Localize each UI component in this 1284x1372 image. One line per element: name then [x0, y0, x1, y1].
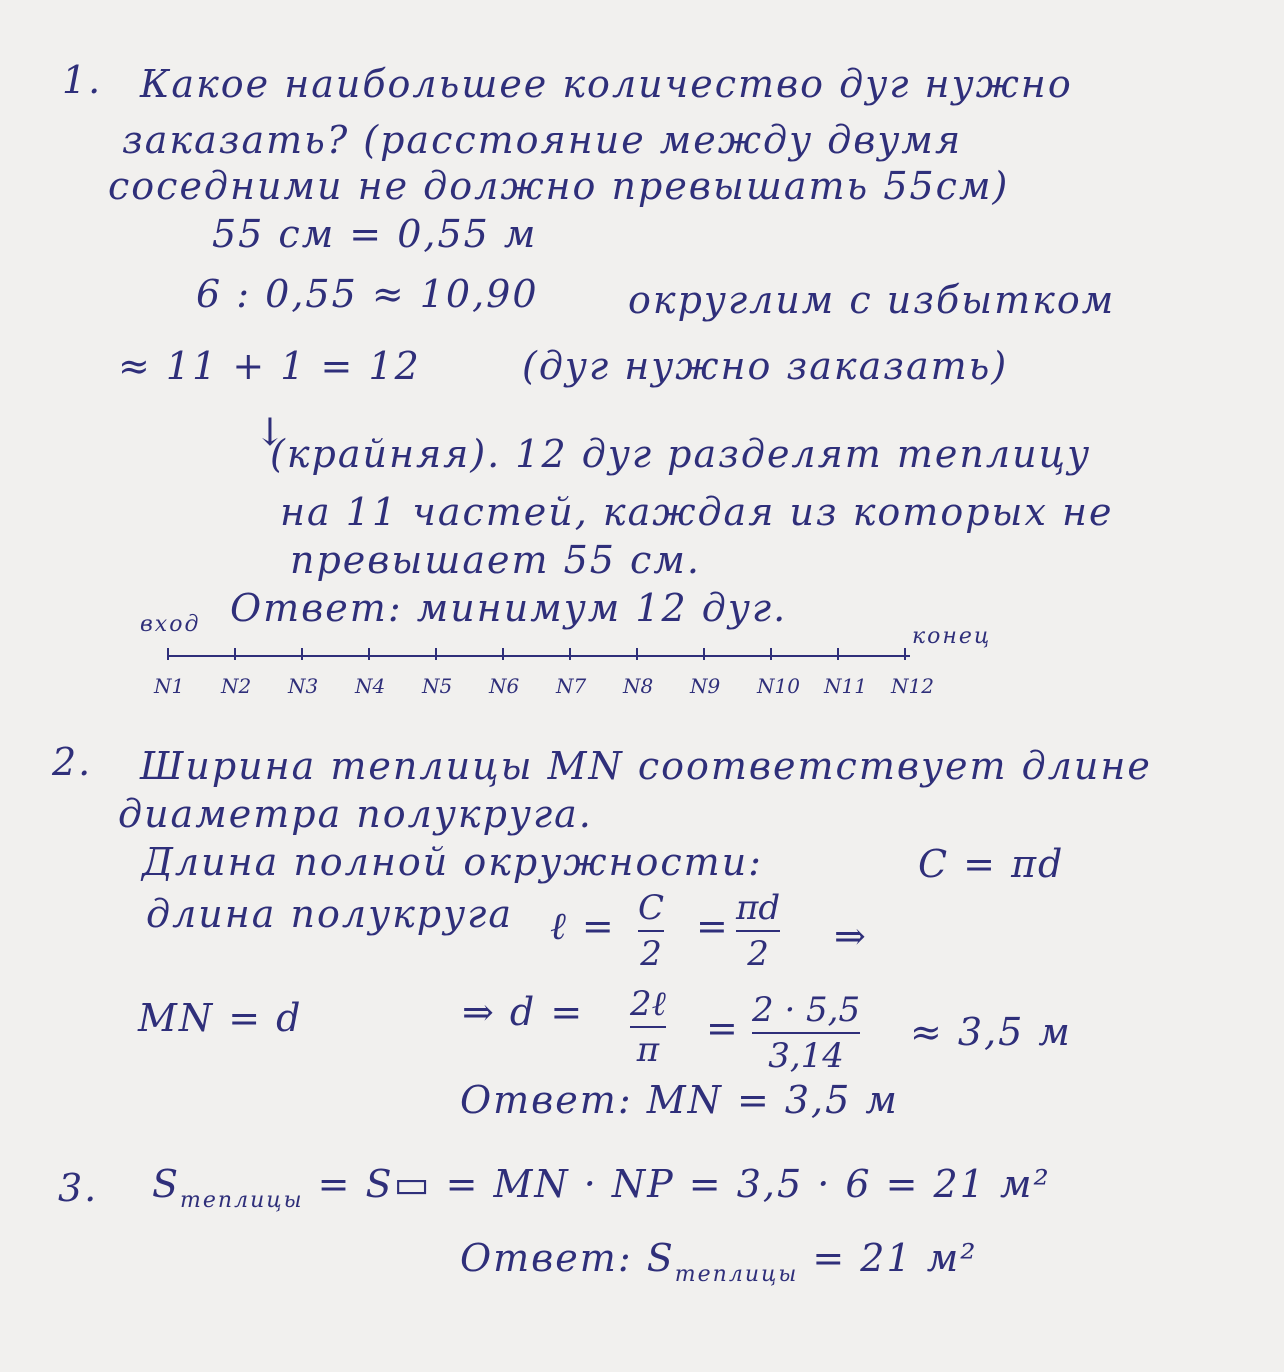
fraction-numerator: 2ℓ	[630, 984, 666, 1024]
answer-area-symbol: S	[646, 1236, 675, 1280]
section1-number: 1.	[62, 58, 103, 102]
l-equals: ℓ =	[550, 904, 616, 948]
arc-label-2: N2	[221, 674, 252, 698]
fraction-numerator: C	[638, 888, 665, 928]
equals-sign: =	[696, 904, 730, 948]
fraction-denominator: 2	[640, 934, 662, 974]
section3-answer	[460, 1236, 977, 1287]
explanation-line-3: превышает 55 см.	[290, 538, 701, 582]
diagram-start-label: вход	[140, 612, 201, 637]
arc-label-9: N9	[690, 674, 721, 698]
arc-label-6: N6	[489, 674, 520, 698]
answer-prefix: Ответ:	[460, 1236, 633, 1280]
circle-formula: C = πd	[918, 842, 1065, 886]
equals-sign-2: =	[706, 1006, 740, 1050]
d-implies: ⇒ d =	[462, 990, 585, 1034]
section2-statement-line-2: диаметра полукруга.	[118, 792, 593, 836]
implies-arrow: ⇒	[834, 914, 868, 958]
explanation-line-2: на 11 частей, каждая из которых не	[280, 490, 1114, 534]
arc-label-11: N11	[824, 674, 867, 698]
arc-label-7: N7	[556, 674, 587, 698]
area-subscript: теплицы	[180, 1188, 304, 1213]
mn-equals-d: MN = d	[138, 996, 303, 1040]
section1-question-line-3: соседними не должно превышать 55см)	[108, 164, 1010, 208]
section1-question-line-2: заказать? (расстояние между двумя	[122, 118, 963, 162]
section2-answer: Ответ: MN = 3,5 м	[460, 1078, 899, 1122]
section1-question-line-1: Какое наибольшее количество дуг нужно	[140, 62, 1073, 106]
fraction-denominator: 2	[747, 934, 769, 974]
section2-statement-line-1: Ширина теплицы MN соответствует длине	[140, 744, 1152, 788]
division-step: 6 : 0,55 ≈ 10,90	[196, 272, 539, 316]
fraction-denominator: π	[636, 1030, 660, 1070]
section3-number: 3.	[58, 1166, 99, 1210]
arc-count-note: (дуг нужно заказать)	[522, 344, 1009, 388]
area-formula-tail: = S▭ = MN · NP = 3,5 · 6 = 21 м²	[317, 1162, 1051, 1206]
arc-label-3: N3	[288, 674, 319, 698]
unit-conversion: 55 см = 0,55 м	[212, 212, 538, 256]
arc-label-5: N5	[422, 674, 453, 698]
fraction-numerator: πd	[736, 888, 781, 928]
arc-label-12: N12	[891, 674, 934, 698]
semicircle-label: длина полукруга	[146, 892, 514, 936]
answer-area-subscript: теплицы	[674, 1262, 799, 1287]
arc-ticks	[168, 648, 905, 660]
arc-label-8: N8	[623, 674, 654, 698]
diagram-end-label: конец	[912, 624, 992, 649]
area-formula	[152, 1162, 1051, 1213]
section2-number: 2.	[52, 740, 93, 784]
area-symbol: S	[152, 1162, 181, 1206]
fraction-c-over-2	[638, 888, 664, 974]
fraction-denominator: 3,14	[768, 1036, 844, 1076]
fraction-pid-over-2	[736, 888, 780, 974]
rounding-note: округлим с избытком	[628, 278, 1116, 322]
arc-count-result: ≈ 11 + 1 = 12	[118, 344, 421, 388]
fraction-numerator: 2 · 5,5	[752, 990, 861, 1030]
approx-result: ≈ 3,5 м	[910, 1010, 1072, 1054]
circle-length-label: Длина полной окружности:	[142, 840, 763, 884]
down-arrow: ↓	[254, 410, 288, 454]
arc-label-1: N1	[154, 674, 185, 698]
section1-answer: Ответ: минимум 12 дуг.	[230, 586, 788, 630]
arc-label-4: N4	[355, 674, 386, 698]
explanation-line-1: (крайняя). 12 дуг разделят теплицу	[270, 432, 1092, 476]
fraction-2l-over-pi	[630, 984, 666, 1070]
arc-label-10: N10	[757, 674, 800, 698]
answer-area-value: = 21 м²	[812, 1236, 978, 1280]
fraction-numeric	[752, 990, 860, 1076]
